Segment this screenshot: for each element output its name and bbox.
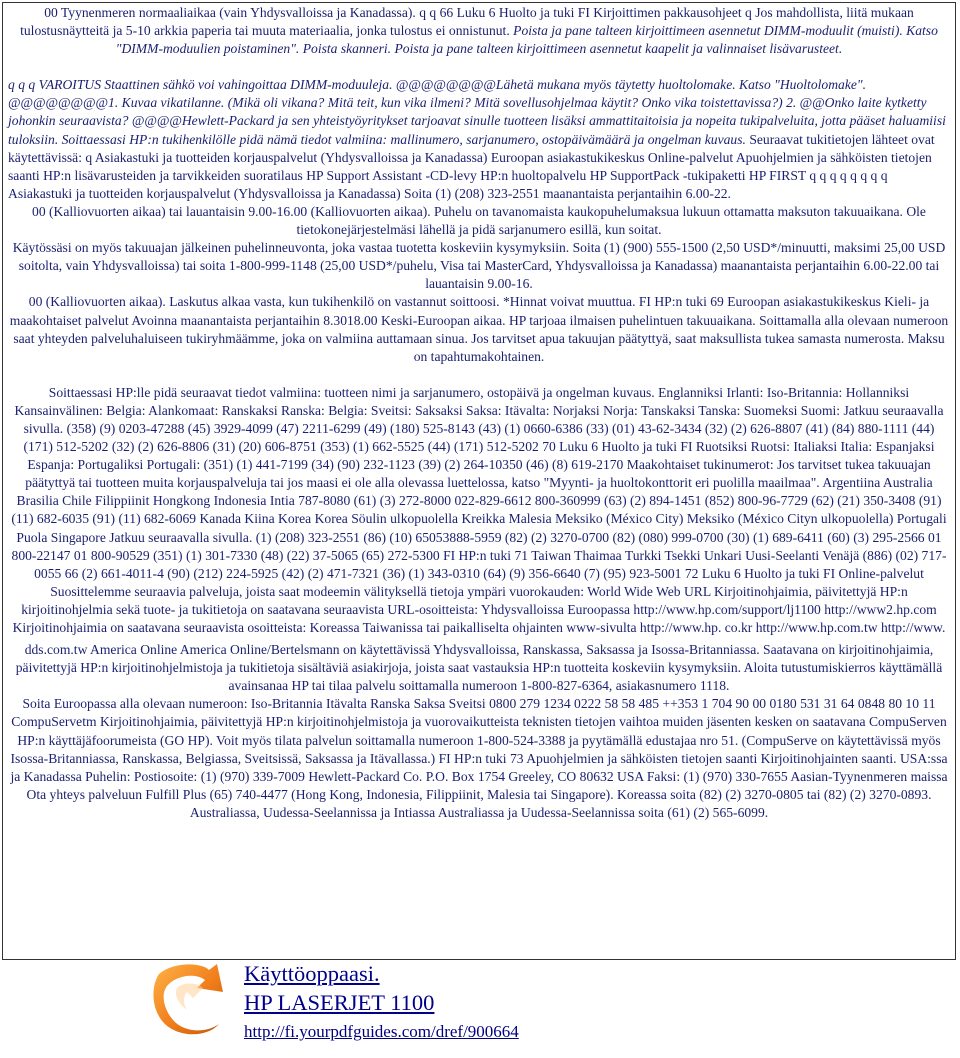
paragraph-2-text: q q q VAROITUS Staattinen sähkö voi vahingoittaa DIMM-moduuleja. @@@@@@@@Lähetä mukana myös täytetty huoltolomake. Katso "Huoltolomake". @@@@@@@@1. Kuvaa vikatilanne. (Mikä oli vikana? Mitä teit, kun vika ilmeni? Mitä sovellusohjelmaa käytit? Onko vika toistettavissa?) 2. @@Onko laite kytketty johonkin seuraavista? @@@@Hewlett-Packard ja sen yhteistyöyritykset tarjoavat sinulle tuotteen lisäksi ammattitaitoisia ja nopeita tukipalveluita, jotta pääset haluamiisi tuloksiin. Soittaessasi HP:n tukihenkilölle pidä nämä tiedot valmiina: mallinumero, sarjanumero, ostopäivämäärä ja ongelman kuvaus.: [8, 77, 946, 147]
paragraph-1-text: 00 Tyynenmeren normaaliaikaa (vain Yhdysvalloissa ja Kanadassa). q q 66 Luku 6 Huolto ja tuki FI Kirjoittimen pakkausohjeet q Jos mahdollista, liitä mukaan tulostusnäytteitä ja 5-10 arkkia paperia tai muuta materiaalia, jonka tulostus ei onnistunut.: [20, 5, 914, 39]
spacer: [8, 366, 950, 384]
paragraph-6: Soittaessasi HP:lle pidä seuraavat tiedot valmiina: tuotteen nimi ja sarjanumero, ostopäivä ja ongelman kuvaus. Englanniksi Irlanti: Iso-Britannia: Hollanniksi Kansainvälinen: Belgia: Alankomaat: Ranskaksi Ranska: Belgia: Sveitsi: Saksaksi Saksa: Itävalta: Norjaksi Norja: Tanskaksi Tanska: Suomeksi Suomi: Jatkuu seuraavalla sivulla. (358) (9) 0203-47288 (45) 3929-4099 (47) 2211-6299 (49) (180) 525-8143 (43) (1) 0660-6386 (33) (01) 43-62-3434 (32) (2) 626-8807 (41) (84) 880-1111 (44) (171) 512-5202 (32) (2) 626-8806 (31) (20) 606-8751 (353) (1) 662-5525 (44) (171) 512-5202 70 Luku 6 Huolto ja tuki FI Ruotsiksi Ruotsi: Italiaksi Italia: Espanjaksi Espanja: Portugaliksi Portugali: (351) (1) 441-7199 (34) (90) 232-1123 (39) (2) 264-10350 (46) (8) 619-2170 Maakohtaiset tukinumerot: Jos tarvitset tukea takuuajan päätyttyä tai tuotteen muita korjauspalveluja tai jos maasi ei ole alla olevassa luettelossa, katso "Myynti- ja huoltokonttorit eri puolilla maailmaa". Argentiina Australia Brasilia Chile Filippiinit Hongkong Indonesia Intia 787-8080 (61) (3) 272-8000 022-829-6612 800-360999 (63) (2) 894-1451 (852) 800-96-7729 (62) (21) 350-3408 (91) (11) 682-6035 (91) (11) 682-6069 Kanada Kiina Korea Korea Söulin ulkopuolella Kreikka Malesia Meksiko (México City) Meksiko (México Cityn ulkopuolella) Portugali Puola Singapore Jatkuu seuraavalla sivulla. (1) (208) 323-2551 (86) (10) 65053888-5959 (82) (2) 3270-0700 (82) (080) 999-0700 (30) (1) 689-6411 (60) (3) 295-2566 01 800-22147 01 800-90529 (351) (1) 301-7330 (48) (22) 37-5065 (65) 272-5300 FI HP:n tuki 71 Taiwan Thaimaa Turkki Tsekki Unkari Uusi-Seelanti Venäjä (886) (02) 717-0055 66 (2) 661-4011-4 (90) (212) 224-5925 (42) (2) 471-7321 (36) (1) 343-0310 (64) (9) 356-6640 (7) (95) 923-5001 72 Luku 6 Huolto ja tuki FI Online-palvelut Suosittelemme seuraavia palveluja, joista saat modeemin välityksellä tietoja ympäri vuorokauden: World Wide Web URL Kirjoitinohjaimia, päivitettyjä HP:n kirjoitinohjelmia sekä tuote- ja tukitietoja on saatavana seuraavista URL-osoitteista: Yhdysvalloissa Euroopassa http://www.hp.com/support/lj1100 http://www2.hp.com Kirjoitinohjaimia on saatavana seuraavista osoitteista: Koreassa Taiwanissa tai paikalliselta ohjainten www-sivulta http://www.hp. co.kr http://www.hp.com.tw http://www.: [11, 384, 947, 635]
footer-product-link[interactable]: HP LASERJET 1100: [244, 990, 435, 1015]
paragraph-7: dds.com.tw America Online America Online/Bertelsmann on käytettävissä Yhdysvalloissa, Ranskassa, Saksassa ja Isossa-Britanniassa. Saatavana on kirjoitinohjaimia, päivitettyjä HP:n kirjoitinohjelmistoja ja tukitietoja sisältäviä asiakirjoja, joista saat vastauksia HP:n tuotteita koskeviin kysymyksiin. Aloita tutustumiskierros käyttämällä avainsanaa HP tai tilaa palvelu soittamalla numeroon 1-800-827-6364, asiakasnumero 1118.: [15, 642, 943, 694]
paragraph-8: Soita Euroopassa alla olevaan numeroon: Iso-Britannia Itävalta Ranska Saksa Sveitsi 0800 279 1234 0222 58 58 485 ++353 1 704 90 00 0180 531 31 64 0848 80 10 11 CompuServetm Kirjoitinohjaimia, päivitettyjä HP:n kirjoitinohjelmistoja ja vuorovaikutteista teknisten tietojen vaihtoa muiden jäsenten kesken on saatavana CompuServen HP:n käyttäjäfoorumeista (GO HP). Voit myös tilata palvelun soittamalla numeroon 1-800-524-3388 ja pyytämällä edustajaa nro 51. (CompuServe on käytettävissä myös Isossa-Britanniassa, Ranskassa, Belgiassa, Sveitsissä, Saksassa ja Itävallassa.) FI HP:n tuki 73 Apuohjelmien ja sähköisten tietojen saanti Kirjoitinohjainten saanti. USA:ssa ja Kanadassa Puhelin: Postiosoite: (1) (970) 339-7009 Hewlett-Packard Co. P.O. Box 1754 Greeley, CO 80632 USA Faksi: (1) (970) 330-7655 Aasian-Tyynenmeren maissa Ota yhteys palveluun Fulfill Plus (65) 740-4477 (Hong Kong, Indonesia, Filippiinit, Malesia tai Singapore). Koreassa soita (82) (2) 3270-0805 tai (82) (2) 3270-0893. Australiassa, Uudessa-Seelannissa ja Intiassa Australiassa ja Uudessa-Seelannissa soita (61) (2) 565-6099.: [10, 696, 948, 820]
paragraph-3: 00 (Kalliovuorten aikaa) tai lauantaisin 9.00-16.00 (Kalliovuorten aikaa). Puhelu on tavanomaista kaukopuhelumaksua lukuun ottamatta maksuton takuuaikana. Ole tietokonejärjestelmäsi lähellä ja pidä sarjanumero esillä, kun soitat.: [32, 203, 926, 238]
paragraph-4: Käytössäsi on myös takuuajan jälkeinen puhelinneuvonta, joka vastaa tuotetta koskeviin kysymyksiin. Soita (1) (900) 555-1500 (2,50 USD*/minuutti, maksimi 25,00 USD soitolta, vain Yhdysvalloissa) tai soita 1-800-999-1148 (25,00 USD*/puhelu, Visa tai MasterCard, Yhdysvalloissa ja Kanadassa) maanantaista perjantaihin 6.00-22.00 tai lauantaisin 9.00-16.: [12, 240, 946, 292]
paragraph-2: [8, 76, 950, 203]
footer-url-link[interactable]: http://fi.yourpdfguides.com/dref/900664: [244, 1022, 519, 1041]
paragraph-2-normal: Seuraavat tukitietojen lähteet ovat käytettävissä: q Asiakastuki ja tuotteiden korjauspalvelut (Yhdysvalloissa ja Kanadassa) Euroopan asiakastukikeskus Online-palvelut Apuohjelmien ja sähköisten tietojen saanti HP:n lisävarusteiden ja tarvikkeiden suoratilaus HP Support Assistant -CD-levy HP:n huoltopalvelu HP SupportPack -tukipaketti HP FIRST q q q q q q q q Asiakastuki ja tuotteiden korjauspalvelut (Yhdysvalloissa ja Kanadassa) Soita (1) (208) 323-2551 maanantaista perjantaihin 6.00-22.: [8, 131, 935, 201]
document-body: [3, 3, 955, 822]
paragraph-1: [8, 4, 950, 58]
paragraph-5: 00 (Kalliovuorten aikaa). Laskutus alkaa vasta, kun tukihenkilö on vastannut soittoosi. *Hinnat voivat muuttua. FI HP:n tuki 69 Euroopan asiakastukikeskus Kieli- ja maakohtaiset palvelut Avoinna maanantaista perjantaihin 8.3018.00 Keski-Euroopan aikaa. HP tarjoaa ilmaisen puhelintuen takuuaikana. Soittamalla alla olevaan numeroon saat yhteyden palveluhaluiseen tukiryhmäämme, joka on valmiina auttamaan sinua. Jos tarvitset apua takuujan päätyttyä, saat maksullista tukea samasta numerosta. Maksu on tapahtumakohtainen.: [9, 294, 949, 364]
footer-title-link[interactable]: Käyttöoppaasi.: [244, 961, 380, 986]
paragraph-1-italic: Poista ja pane talteen kirjoittimeen asennetut DIMM-moduulit (muisti). Katso "DIMM-moduulien poistaminen". Poista skanneri. Poista ja pane talteen kirjoittimeen asennetut kaapelit ja valinnaiset lisävarusteet.: [115, 23, 938, 57]
spacer: [8, 58, 950, 76]
document-frame: [2, 2, 956, 960]
orange-arrow-logo-icon: [153, 958, 233, 1038]
